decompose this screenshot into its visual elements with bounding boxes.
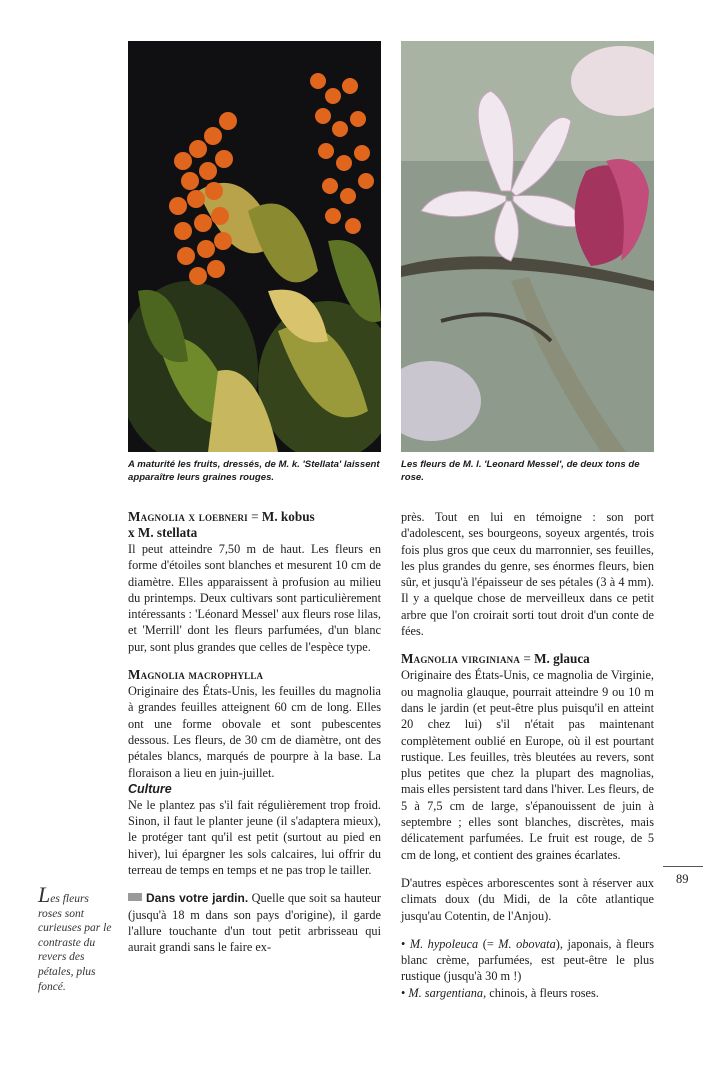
subheading-culture: Culture [128, 781, 172, 796]
heading-virginiana [401, 651, 654, 667]
heading-loebneri-line2: x M. stellata [128, 525, 198, 540]
paragraph-garden [128, 890, 381, 955]
column-right [401, 509, 654, 1001]
page-number-rule [663, 866, 703, 867]
heading-virginiana-eq: = [520, 651, 535, 667]
paragraph-macrophylla: Originaire des États-Unis, les feuilles du magnolia à grandes feuilles atteignent 60 cm de long. Elles ont une forme obovale et sont pubescentes dessous. Les fleurs, de 30 cm de diamètre, ont des pétales blancs, marqués de pourpre à la base. La floraison a lieu en juin-juillet. [128, 684, 381, 780]
caption-right: Les fleurs de M. l. 'Leonard Messel', de deux tons de rose. [401, 459, 640, 483]
column-left [128, 509, 381, 956]
list-item: • M. sargentiana, chinois, à fleurs roses. [401, 985, 599, 1000]
heading-virginiana-syn: M. glauca [534, 651, 590, 667]
species-name: M. sargentiana [408, 985, 484, 1000]
flowers-image [401, 41, 654, 452]
heading-loebneri-eq: = [247, 509, 262, 524]
heading-macrophylla-name: Magnolia macrophylla [128, 667, 264, 683]
species-text: ), japonais, à fleurs blanc crème, parfumées, est peut-être le plus rustique (jusqu'à 30 m !) [401, 936, 654, 984]
photo-flowers [401, 41, 654, 452]
paragraph-others: D'autres espèces arborescentes sont à réserver aux climats doux (du Midi, de la côte atlantique jusqu'au Cotentin, de l'Anjou). [401, 875, 654, 923]
heading-loebneri [128, 509, 381, 541]
paragraph-culture: Ne le plantez pas s'il fait régulièrement trop froid. Sinon, il faut le planter jeune (il s'adaptera mieux), le protéger tant qu'il est petit (surtout au pied en hiver), lui épargner les sols calcaires, lui offrir du terreau de temps en temps et ne pas trop le tailler. [128, 797, 381, 878]
side-note-text: es fleurs roses sont curieuses par le contraste du revers des pétales, plus foncé. [38, 893, 112, 993]
species-name: M. hypoleuca [409, 936, 479, 951]
garden-box-icon [128, 893, 142, 901]
fruits-image [128, 41, 381, 452]
heading-loebneri-syn: M. kobus [261, 509, 315, 524]
species-mid: (= [478, 936, 499, 951]
paragraph-continued: près. Tout en lui en témoigne : son port d'adolescent, ses bourgeons, soyeux argentés, trois fois plus gros que ceux du marronnier, ses feuilles, les plus grandes du genre, ses énormes fleurs, bien sûr, et jusqu'à l'épaisseur de ses pétales (3 à 4 mm). Il y a quelque chose de merveilleux dans ce petit arbre que l'on croirait sorti tout droit d'un conte de fées. [401, 510, 654, 639]
garden-text: Quelle que soit sa hauteur (jusqu'à 18 m dans son pays d'origine), il garde l'allure touchante d'un tout petit arbrisseau qui aurait grandi sans le faire ex- [128, 891, 381, 955]
side-note-dropcap: L [38, 882, 51, 907]
heading-virginiana-name: Magnolia virginiana [401, 651, 521, 667]
paragraph-loebneri: Il peut atteindre 7,50 m de haut. Les fleurs en forme d'étoiles sont blanches et mesurent 10 cm de diamètre. Elles apparaissent à profusion au milieu du printemps. Deux cultivars sont particulièrement intéressants : 'Léonard Messel' aux fleurs rose lilas, et 'Merrill' dont les fleurs parfumées, d'un blanc pur, sont plus grandes que celles de l'espèce type. [128, 542, 381, 654]
list-item: • M. hypoleuca (= M. obovata), japonais, à fleurs blanc crème, parfumées, est peut-être le plus rustique (jusqu'à 30 m !) [401, 936, 654, 984]
side-note [38, 882, 114, 994]
paragraph-virginiana: Originaire des États-Unis, ce magnolia de Virginie, ou magnolia glauque, pourrait atteindre 9 ou 10 m dans le jardin (et peut-être plus puisqu'il en atteint 20 chez lui) s'il n'était pas maintenant complètement oublié en Europe, où il est pourtant rustique. Les feuilles, très bleutées au revers, sont plus petites que chez la plupart des magnolias, mais elles persistent tard dans l'hiver. Les fleurs, de 5 à 7,5 cm de large, s'épanouissent de juin à septembre ; elles sont blanches, discrètes, mais délicatement parfumées. Le fruit est rouge, de 5 cm de long, et contient des graines écarlates. [401, 668, 654, 862]
heading-macrophylla [128, 667, 381, 683]
heading-loebneri-name: Magnolia x loebneri [128, 509, 248, 524]
species-synonym: M. obovata [498, 936, 556, 951]
photo-fruits [128, 41, 381, 452]
caption-left: A maturité les fruits, dressés, de M. k. 'Stellata' laissent apparaître leurs graines rouges. [128, 459, 380, 483]
garden-label: Dans votre jardin. [146, 891, 249, 906]
species-text: , chinois, à fleurs roses. [483, 985, 599, 1000]
page-number: 89 [676, 872, 689, 886]
